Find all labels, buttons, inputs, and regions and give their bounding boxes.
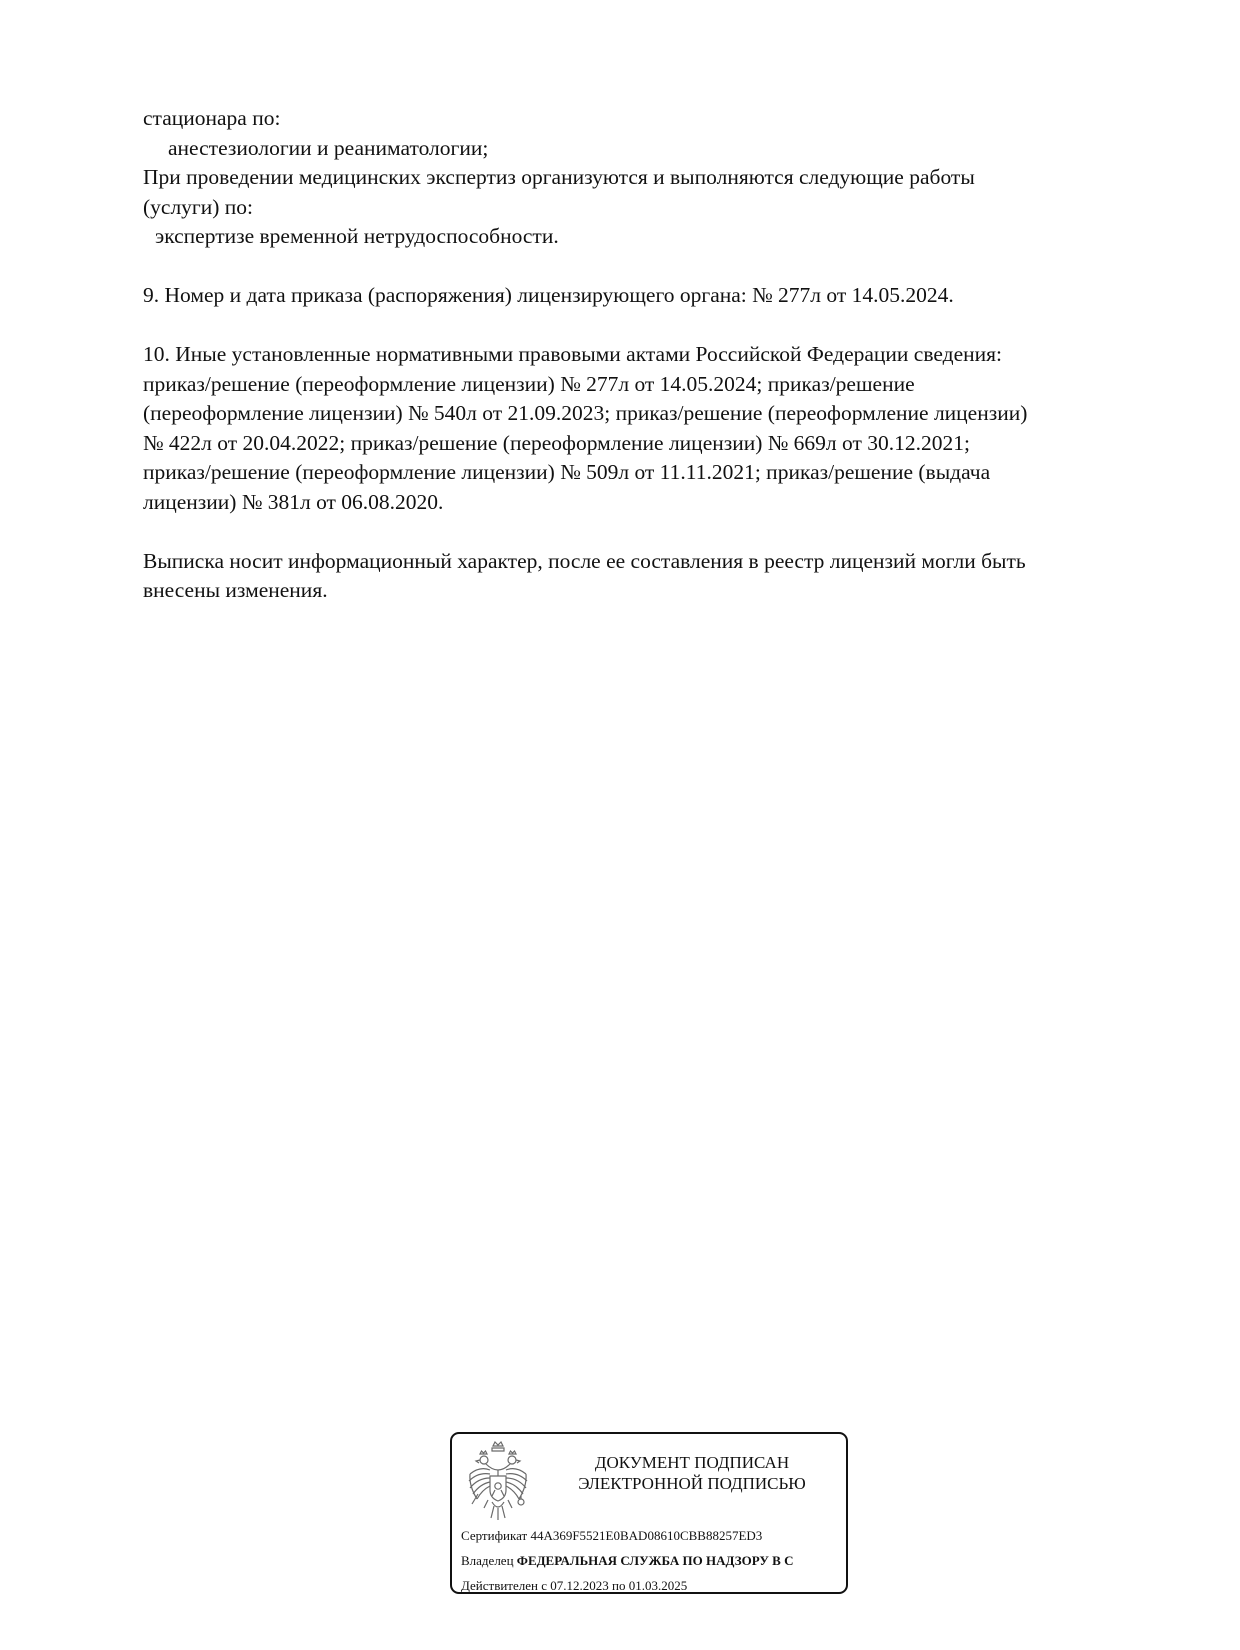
owner-row [461, 1553, 793, 1569]
coat-of-arms-icon [466, 1440, 530, 1524]
text-line: анестезиологии и реаниматологии; [168, 135, 489, 160]
document-body [143, 104, 1143, 606]
item-10-line: лицензии) № 381л от 06.08.2020. [143, 489, 444, 514]
stamp-title-line: ЭЛЕКТРОННОЙ ПОДПИСЬЮ [578, 1474, 806, 1493]
item-9-text: 9. Номер и дата приказа (распоряжения) лицензирующего органа: № 277л от 14.05.2024. [143, 283, 954, 307]
owner-label: Владелец [461, 1553, 514, 1568]
item-10-line: приказ/решение (переоформление лицензии) № 509л от 11.11.2021; приказ/решение (выдача [143, 460, 991, 484]
item-10-line: № 422л от 20.04.2022; приказ/решение (переоформление лицензии) № 669л от 30.12.2021; [143, 430, 970, 455]
stamp-title [547, 1452, 837, 1494]
text-line: экспертизе временной нетрудоспособности. [155, 224, 559, 248]
stamp-title-line: ДОКУМЕНТ ПОДПИСАН [594, 1453, 790, 1472]
note-line: внесены изменения. [143, 578, 328, 602]
certificate-label: Сертификат [461, 1528, 528, 1543]
electronic-signature-stamp [450, 1432, 848, 1594]
text-line: При проведении медицинских экспертиз организуются и выполняются следующие работы [143, 165, 975, 189]
blank-line [143, 517, 1143, 547]
text-line: стационара по: [143, 106, 281, 130]
item-10-line: (переоформление лицензии) № 540л от 21.09.2023; приказ/решение (переоформление лицензии) [143, 401, 1028, 425]
certificate-value: 44A369F5521E0BAD08610CBB88257ED3 [530, 1528, 763, 1543]
note-line: Выписка носит информационный характер, после ее составления в реестр лицензий могли быть [143, 548, 1026, 573]
item-10-line: 10. Иные установленные нормативными правовыми актами Российской Федерации сведения: [143, 342, 1002, 366]
validity-row: Действителен с 07.12.2023 по 01.03.2025 [461, 1578, 688, 1593]
item-10-line: приказ/решение (переоформление лицензии) № 277л от 14.05.2024; приказ/решение [143, 371, 915, 396]
blank-line [143, 311, 1143, 341]
text-line: (услуги) по: [143, 194, 254, 219]
owner-value: ФЕДЕРАЛЬНАЯ СЛУЖБА ПО НАДЗОРУ В С [516, 1553, 794, 1568]
blank-line [143, 252, 1143, 282]
certificate-row [461, 1528, 762, 1544]
